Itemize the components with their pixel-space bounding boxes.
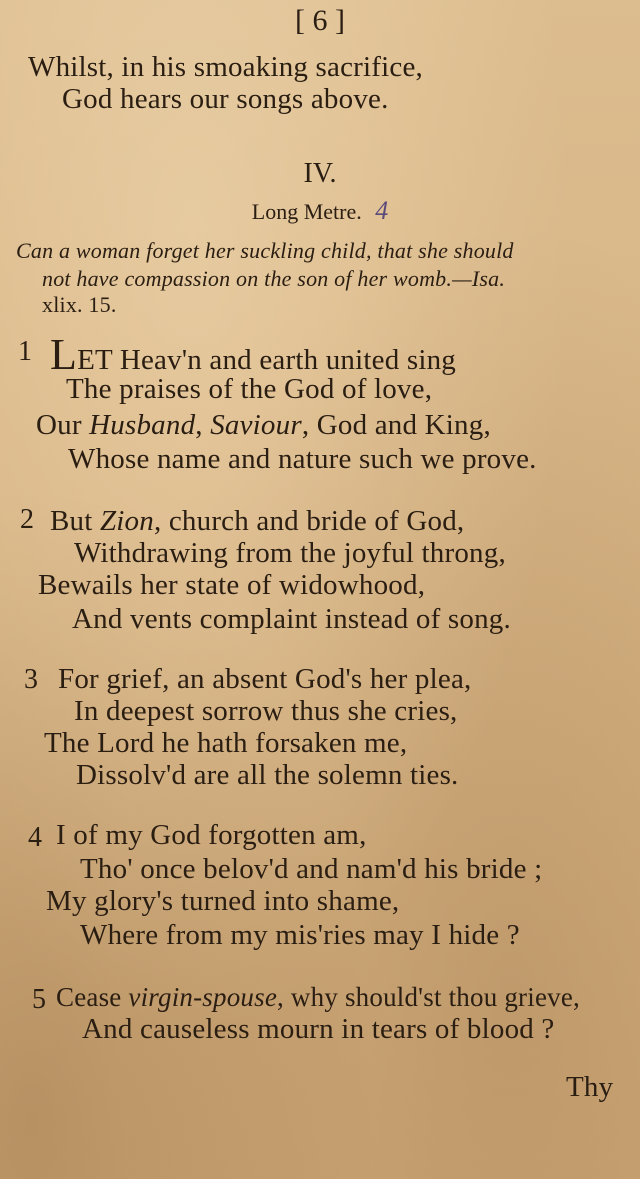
line-text: Our xyxy=(36,409,90,441)
italic-word: Saviour xyxy=(210,409,302,441)
italic-word: virgin-spouse xyxy=(128,982,278,1012)
stanza-1-line-2: The praises of the God of love, xyxy=(66,373,433,405)
metre-heading xyxy=(0,196,640,226)
stanza-3-line-2: In deepest sorrow thus she cries, xyxy=(74,695,458,727)
line-text: , God and King, xyxy=(301,409,491,441)
metre-label: Long Metre. xyxy=(251,199,362,224)
line-text: , why should'st thou grieve, xyxy=(277,982,580,1012)
italic-word: Zion xyxy=(99,505,154,537)
stanza-3-line-1: For grief, an absent God's her plea, xyxy=(58,663,472,695)
stanza-1-line-4: Whose name and nature such we prove. xyxy=(68,443,537,475)
stanza-4-line-1: I of my God forgotten am, xyxy=(56,819,367,851)
intro-line-1: Whilst, in his smoaking sacrifice, xyxy=(28,51,424,83)
intro-line-2: God hears our songs above. xyxy=(62,83,389,115)
stanza-4-line-3: My glory's turned into shame, xyxy=(46,885,400,917)
stanza-2-line-1 xyxy=(50,504,464,538)
stanza-5-line-1 xyxy=(56,980,580,1014)
stanza-4-line-2: Tho' once belov'd and nam'd his bride ; xyxy=(80,853,543,885)
stanza-number: 3 xyxy=(24,664,38,695)
drop-cap: L xyxy=(50,330,78,379)
line-text: , church and bride of God, xyxy=(153,505,465,537)
stanza-2-line-3: Bewails her state of widowhood, xyxy=(38,569,426,601)
stanza-number: 2 xyxy=(20,504,34,535)
italic-word: Husband xyxy=(89,409,196,441)
page-number: [ 6 ] xyxy=(295,4,345,37)
epigraph-line-1: Can a woman forget her suckling child, that she should xyxy=(16,238,514,263)
stanza-number: 5 xyxy=(32,984,46,1015)
stanza-number: 4 xyxy=(28,822,42,853)
line-text: But xyxy=(50,505,100,537)
epigraph-line-3: xlix. 15. xyxy=(42,292,117,317)
stanza-1-line-3 xyxy=(36,408,491,442)
stanza-3-line-3: The Lord he hath forsaken me, xyxy=(44,727,408,759)
stanza-2-line-2: Withdrawing from the joyful throng, xyxy=(74,537,506,569)
line-text: , xyxy=(195,409,211,441)
stanza-number: 1 xyxy=(18,336,32,367)
stanza-4-line-4: Where from my mis'ries may I hide ? xyxy=(80,919,520,951)
stanza-2-line-4: And vents complaint instead of song. xyxy=(72,603,511,635)
stanza-3-line-4: Dissolv'd are all the solemn ties. xyxy=(76,759,459,791)
line-text: ET Heav'n and earth united sing xyxy=(77,344,457,376)
catchword: Thy xyxy=(566,1071,614,1103)
hymn-number: IV. xyxy=(303,158,337,189)
handwritten-annotation: 4 xyxy=(375,196,389,225)
stanza-5-line-2: And causeless mourn in tears of blood ? xyxy=(82,1013,555,1045)
line-text: Cease xyxy=(56,982,129,1012)
epigraph-line-2: not have compassion on the son of her womb.—Isa. xyxy=(42,266,506,291)
